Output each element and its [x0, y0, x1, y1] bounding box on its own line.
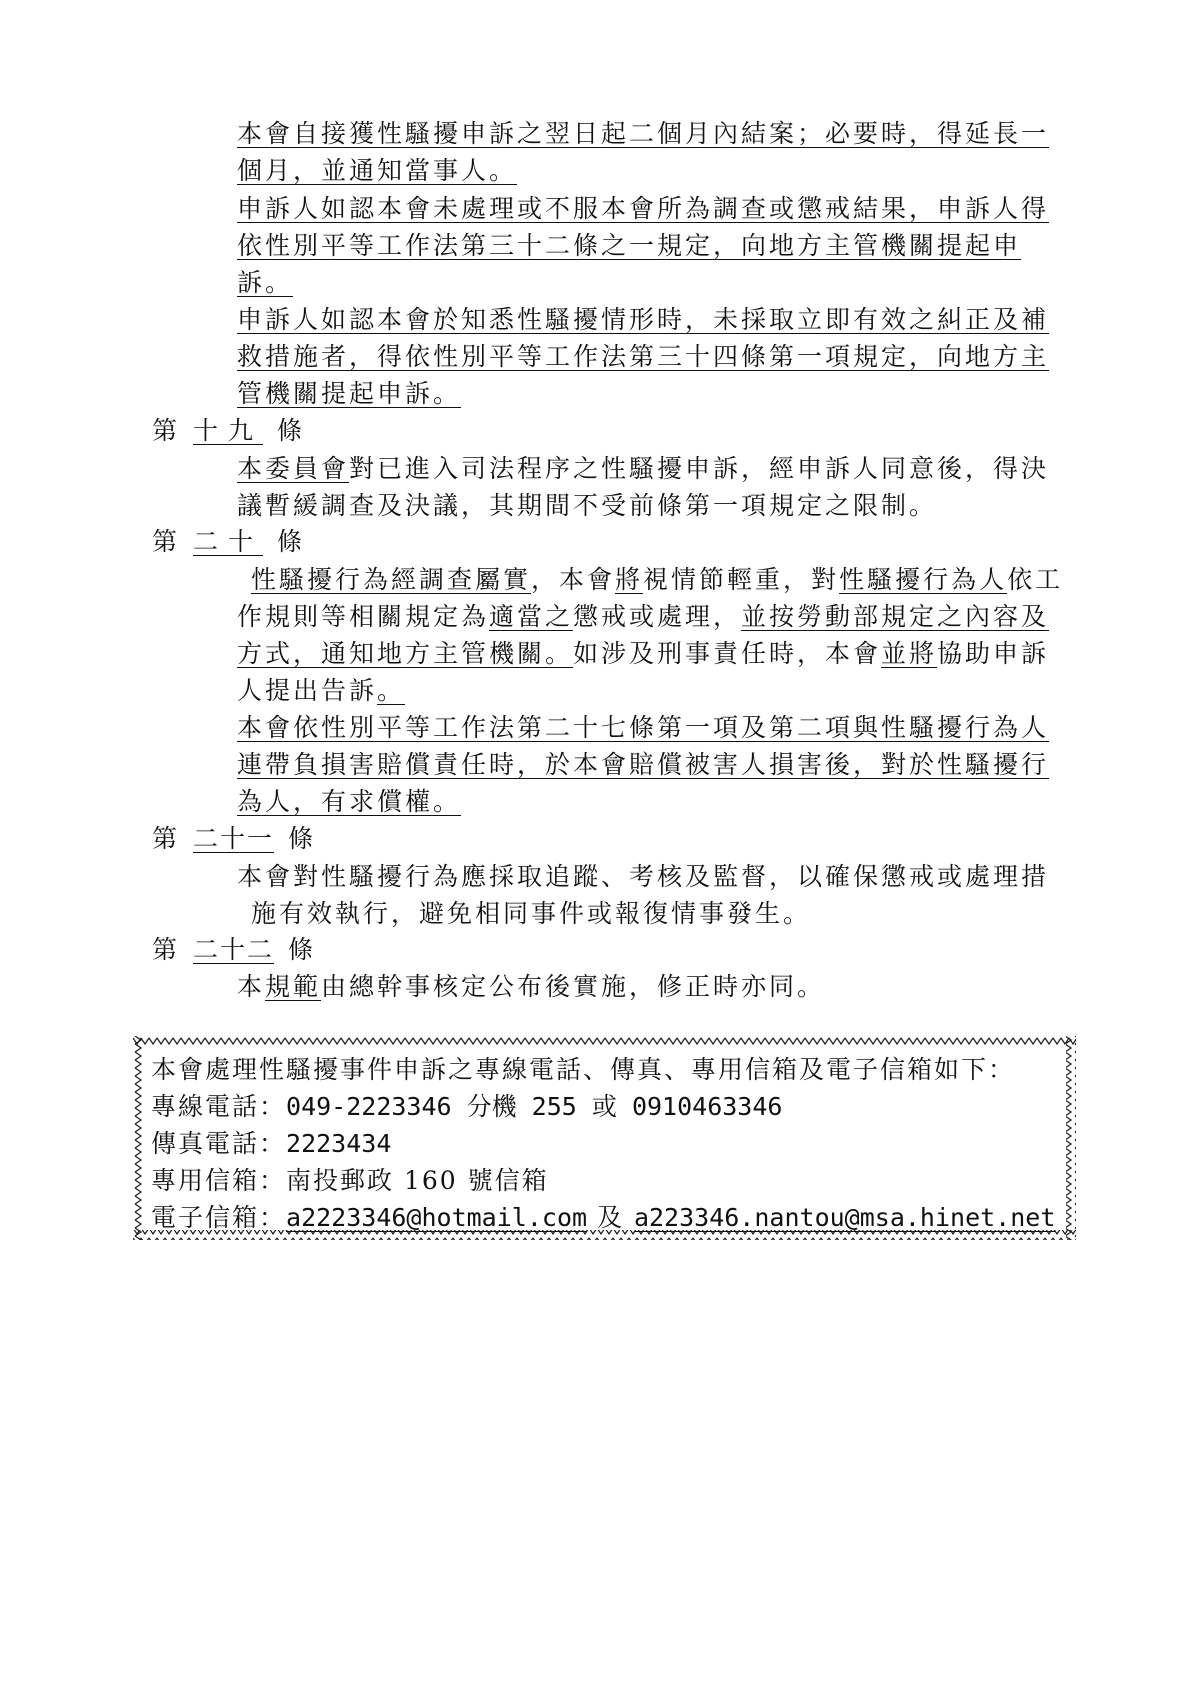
- contact-info-box: [133, 1036, 1076, 1240]
- text-line: 議暫緩調查及決議，其期間不受前條第一項規定之限制。: [237, 491, 938, 520]
- text-line: 個月，並通知當事人。: [237, 156, 518, 185]
- fax-value: 2223434: [286, 1129, 392, 1158]
- article-18-paragraph-timeline: [237, 115, 1067, 189]
- article-suffix: 條: [288, 824, 316, 853]
- text-underlined: 性騷擾行為經調查屬實: [251, 565, 532, 594]
- article-18-paragraph-remedy: [237, 301, 1067, 412]
- text-line: 連帶負損害賠償責任時，於本會賠償被害人損害後，對於性騷擾行: [237, 750, 1050, 779]
- article-number: 二十二: [193, 935, 275, 964]
- article-21-body: [237, 858, 1067, 932]
- text-line: 施有效執行，避免相同事件或報復情事發生。: [251, 899, 812, 928]
- contact-lines: [151, 1051, 1055, 1236]
- article-22-body: [237, 968, 1067, 1005]
- text-plain: 人提出告訴: [237, 676, 378, 705]
- article-20-body: [237, 561, 1067, 709]
- article-18-paragraph-appeal: [237, 190, 1067, 301]
- text-underlined: 規範: [265, 972, 322, 1001]
- email-link-hotmail[interactable]: a2223346@hotmail.com: [286, 1203, 588, 1232]
- mailbox-label: 專用信箱：: [151, 1166, 287, 1195]
- text-underlined: 適當之: [489, 602, 574, 631]
- text-plain: 本: [237, 972, 266, 1001]
- text-plain: 由總幹事核定公布後實施，修正時亦同。: [321, 972, 826, 1001]
- text-plain: ，本會: [531, 565, 616, 594]
- text-line: 訴。: [237, 268, 294, 297]
- fax-label: 傳真電話：: [151, 1129, 287, 1158]
- text-plain: 依工: [1007, 565, 1064, 594]
- article-prefix: 第: [152, 935, 180, 964]
- text-plain: 作規則等相關規定為: [237, 602, 490, 631]
- text-line: 本會依性別平等工作法第二十七條第一項及第二項與性騷擾行為人: [237, 713, 1050, 742]
- text-line: 本會對性騷擾行為應採取追蹤、考核及監督，以確保懲戒或處理措: [237, 862, 1050, 891]
- article-suffix: 條: [277, 527, 305, 556]
- text-plain: 協助申訴: [937, 639, 1050, 668]
- contact-heading: 本會處理性騷擾事件申訴之專線電話、傳真、專用信箱及電子信箱如下：: [151, 1055, 1016, 1084]
- email-join-text: 及: [587, 1203, 634, 1232]
- article-suffix: 條: [277, 416, 305, 445]
- text-underlined: 本委員會: [237, 454, 350, 483]
- article-19-body: [237, 450, 1067, 524]
- text-plain: 視情節輕重，對: [643, 565, 840, 594]
- text-line: 申訴人如認本會於知悉性騷擾情形時，未採取立即有效之糾正及補: [237, 305, 1050, 334]
- text-underlined: 並按勞動部規定之內容及: [741, 602, 1050, 631]
- email-label: 電子信箱：: [151, 1203, 287, 1232]
- text-underlined: 將: [615, 565, 644, 594]
- article-21-heading: [152, 820, 315, 857]
- article-prefix: 第: [152, 416, 180, 445]
- article-20-heading: [152, 523, 304, 560]
- text-line: 依性別平等工作法第三十二條之一規定，向地方主管機關提起申: [237, 231, 1022, 260]
- article-19-heading: [152, 412, 304, 449]
- article-number: 二十: [193, 527, 264, 556]
- text-plain: 對已進入司法程序之性騷擾申訴，經申訴人同意後，得決: [349, 454, 1050, 483]
- article-prefix: 第: [152, 824, 180, 853]
- text-plain: 如涉及刑事責任時，本會: [573, 639, 882, 668]
- article-20-paragraph-2: [237, 709, 1067, 820]
- article-number: 二十一: [193, 824, 275, 853]
- text-line: 救措施者，得依性別平等工作法第三十四條第一項規定，向地方主: [237, 342, 1050, 371]
- text-line: 管機關提起申訴。: [237, 379, 462, 408]
- text-underlined: 方式，通知地方主管機關。: [237, 639, 574, 668]
- text-line: 申訴人如認本會未處理或不服本會所為調查或懲戒結果，申訴人得: [237, 194, 1050, 223]
- text-underlined: 並將: [881, 639, 938, 668]
- email-link-hinet[interactable]: a223346.nantou@msa.hinet.net: [633, 1203, 1056, 1232]
- hotline-label: 專線電話：: [151, 1092, 287, 1121]
- article-prefix: 第: [152, 527, 180, 556]
- text-underlined: 性騷擾行為人: [839, 565, 1008, 594]
- text-line: 本會自接獲性騷擾申訴之翌日起二個月內結案；必要時，得延長一: [237, 119, 1050, 148]
- text-plain: 懲戒或處理，: [573, 602, 742, 631]
- article-22-heading: [152, 931, 315, 968]
- article-number: 十九: [193, 416, 264, 445]
- hotline-value: 049-2223346 分機 255 或 0910463346: [286, 1092, 783, 1121]
- text-line: 為人，有求償權。: [237, 787, 462, 816]
- article-suffix: 條: [288, 935, 316, 964]
- text-underlined: 。: [377, 676, 406, 705]
- mailbox-value: 南投郵政 160 號信箱: [286, 1166, 549, 1195]
